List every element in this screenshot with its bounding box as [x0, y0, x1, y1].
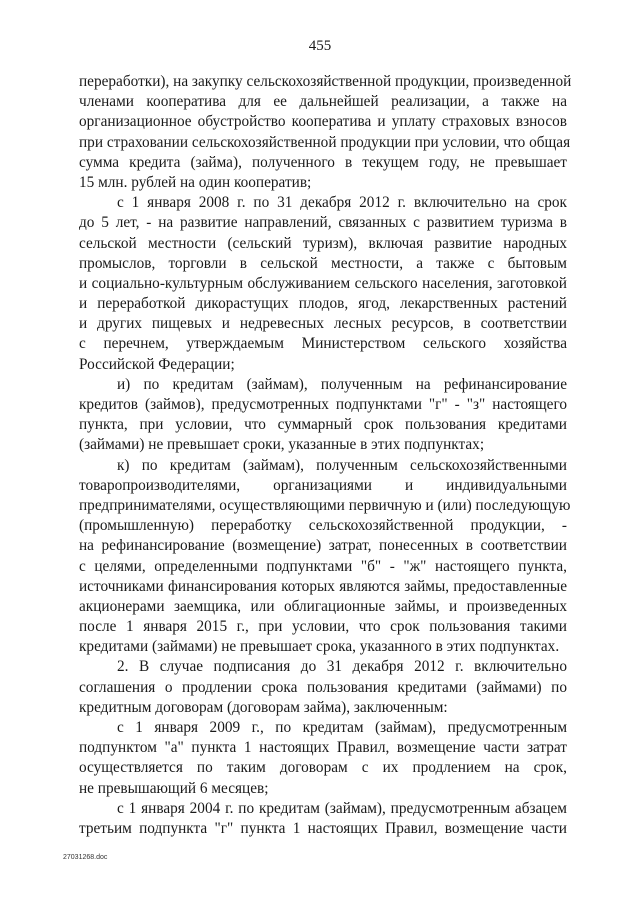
text-line: третьим подпункта "г" пункта 1 настоящих Правил, возмещение части [79, 819, 567, 837]
text-line: пункта, при условии, что суммарный срок пользования кредитами [79, 416, 567, 434]
text-line: Российской Федерации; [79, 355, 235, 373]
text-line: после 1 января 2015 г., при условии, что срок пользования такими [79, 618, 567, 636]
text-line: предпринимателями, осуществляющими первичную и (или) последующую [79, 496, 571, 514]
text-line: и социально-культурным обслуживанием сельского населения, заготовкой [79, 274, 567, 292]
text-line: с 1 января 2004 г. по кредитам (займам), предусмотренным абзацем [117, 799, 567, 817]
text-line: не превышающий 6 месяцев; [79, 779, 269, 797]
text-line: промыслов, торговли в сельской местности, а также с бытовым [79, 254, 567, 272]
text-line: сельской местности (сельский туризм), включая развитие народных [79, 234, 567, 252]
document-filename: 27031268.doc [63, 854, 108, 861]
text-line: подпунктом "а" пункта 1 настоящих Правил, возмещение части затрат [79, 739, 567, 757]
text-line: и других пищевых и недревесных лесных ресурсов, в соответствии [79, 315, 567, 333]
text-line: источниками финансирования которых являются займы, предоставленные [79, 577, 567, 595]
text-line: товаропроизводителями, организациями и индивидуальными [79, 476, 567, 494]
text-line: на рефинансирование (возмещение) затрат, понесенных в соответствии [79, 537, 567, 555]
text-line: осуществляется по таким договорам с их продлением на срок, [79, 759, 567, 777]
text-line: 2. В случае подписания до 31 декабря 2012 г. включительно [117, 658, 567, 676]
text-line: членами кооператива для ее дальнейшей реализации, а также на [79, 93, 567, 111]
text-line: сумма кредита (займа), полученного в текущем году, не превышает [79, 153, 567, 171]
text-line: с 1 января 2009 г., по кредитам (займам), предусмотренным [117, 719, 567, 736]
text-line: переработки), на закупку сельскохозяйственной продукции, произведенной [79, 73, 572, 90]
text-line: и) по кредитам (займам), полученным на рефинансирование [117, 375, 567, 393]
page-number: 455 [308, 38, 332, 54]
text-line: (займами) не превышает сроки, указанные в этих подпунктах; [79, 436, 485, 454]
text-line: до 5 лет, - на развитие направлений, связанных с развитием туризма в [79, 214, 567, 232]
text-line: акционерами заемщика, или облигационные займы, и произведенных [79, 597, 567, 615]
text-line: организационное обустройство кооператива и уплату страховых взносов [79, 113, 567, 131]
text-line: кредитами (займами) не превышает срока, указанного в этих подпунктах. [79, 638, 560, 656]
text-line: с 1 января 2008 г. по 31 декабря 2012 г. включительно на срок [117, 194, 567, 212]
text-line: кредитов (займов), предусмотренных подпунктами "г" - "з" настоящего [79, 396, 567, 413]
text-line: соглашения о продлении срока пользования кредитами (займами) по [79, 678, 567, 696]
text-line: кредитным договорам (договорам займа), заключенным: [79, 698, 448, 716]
text-line: с целями, определенными подпунктами "б" - "ж" настоящего пункта, [79, 557, 567, 575]
text-line: с перечнем, утверждаемым Министерством сельского хозяйства [79, 335, 567, 353]
document-body [79, 72, 572, 839]
text-line: 15 млн. рублей на один кооператив; [79, 173, 312, 191]
text-line: (промышленную) переработку сельскохозяйственной продукции, - [79, 517, 567, 535]
text-line: при страховании сельскохозяйственной продукции при условии, что общая [79, 133, 571, 151]
text-line: и переработкой дикорастущих плодов, ягод, лекарственных растений [79, 295, 567, 313]
text-line: к) по кредитам (займам), полученным сельскохозяйственными [117, 456, 567, 474]
